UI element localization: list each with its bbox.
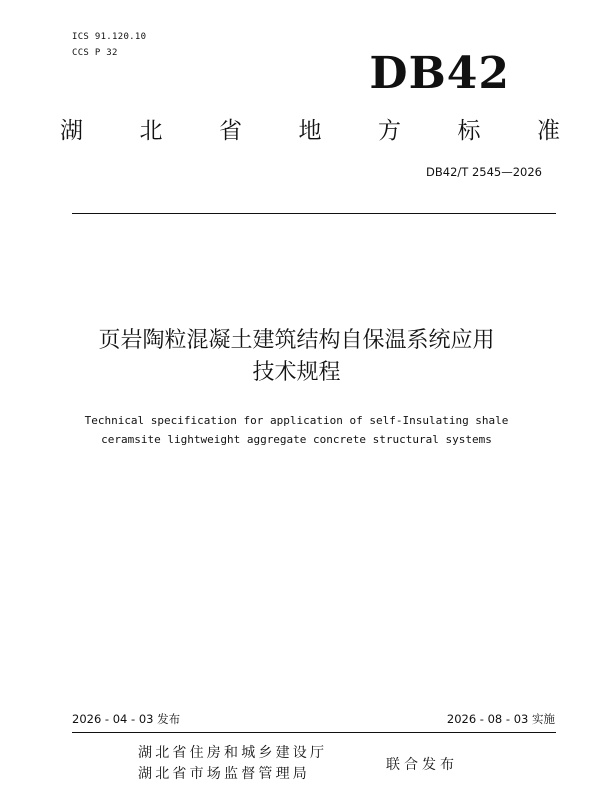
joint-issue-label: 联合发布 — [386, 757, 458, 773]
standard-type-char: 方 — [378, 118, 401, 144]
standard-number: DB42/T 2545—2026 — [426, 165, 542, 179]
ccs-code: CCS P 32 — [72, 48, 118, 58]
title-chinese-line-2: 技术规程 — [252, 360, 341, 385]
issuer-market-regulation: 湖北省市场监督管理局 — [138, 766, 310, 782]
standard-type-char: 湖 — [60, 118, 83, 144]
title-english-line-1: Technical specification for application of self-Insulating shale — [84, 414, 509, 427]
title-english — [40, 411, 553, 449]
title-chinese-line-1: 页岩陶粒混凝土建筑结构自保温系统应用 — [98, 328, 495, 353]
standard-code-mark: DB42 — [369, 48, 510, 99]
standard-type-char: 北 — [139, 118, 163, 144]
standard-type-char: 标 — [457, 118, 481, 144]
issuer-housing-department: 湖北省住房和城乡建设厅 — [138, 745, 328, 761]
footer-divider — [72, 732, 556, 733]
standard-type-char: 准 — [537, 118, 560, 144]
implementation-date: 2026 - 08 - 03 实施 — [446, 712, 555, 726]
title-chinese — [40, 325, 553, 389]
issue-date: 2026 - 04 - 03 发布 — [72, 712, 181, 726]
ics-code: ICS 91.120.10 — [72, 32, 147, 42]
title-english-line-2: ceramsite lightweight aggregate concrete structural systems — [101, 433, 492, 446]
standard-type-char: 省 — [219, 118, 242, 144]
standard-type-char: 地 — [298, 118, 322, 144]
header-divider — [72, 213, 556, 214]
standard-type-heading — [60, 116, 560, 146]
